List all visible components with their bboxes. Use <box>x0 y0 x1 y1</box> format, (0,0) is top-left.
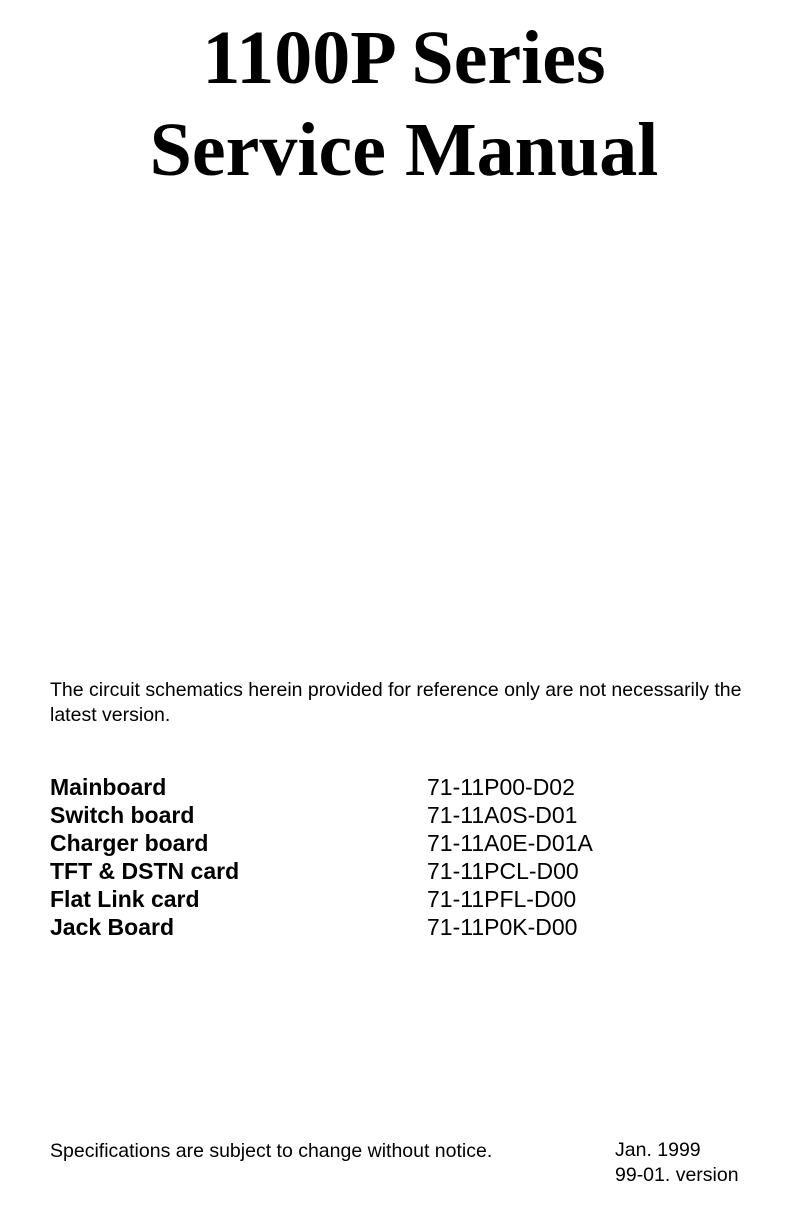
version-info <box>615 1138 739 1188</box>
board-list <box>50 773 770 941</box>
specifications-notice: Specifications are subject to change without notice. <box>50 1140 493 1162</box>
board-row-mainboard <box>50 773 770 801</box>
board-name: Jack Board <box>50 914 175 940</box>
board-name: Charger board <box>50 830 209 856</box>
board-name: Mainboard <box>50 774 167 800</box>
board-code: 71-11P00-D02 <box>427 774 575 800</box>
title-line-2: Service Manual <box>149 108 659 192</box>
board-row-flat-link-card <box>50 885 770 913</box>
board-row-tft-dstn-card <box>50 857 770 885</box>
board-row-charger-board <box>50 829 770 857</box>
board-name: TFT & DSTN card <box>50 858 240 884</box>
release-date: Jan. 1999 <box>615 1139 701 1161</box>
board-row-switch-board <box>50 801 770 829</box>
board-row-jack-board <box>50 913 770 941</box>
board-name: Flat Link card <box>50 886 200 912</box>
version-label: 99-01. version <box>615 1164 739 1186</box>
schematics-note: The circuit schematics herein provided for reference only are not necessarily the latest version. <box>50 679 742 726</box>
board-code: 71-11A0S-D01 <box>427 802 578 828</box>
board-name: Switch board <box>50 802 195 828</box>
board-code: 71-11PFL-D00 <box>427 886 577 912</box>
board-code: 71-11A0E-D01A <box>427 830 593 856</box>
board-code: 71-11PCL-D00 <box>427 858 579 884</box>
board-code: 71-11P0K-D00 <box>427 914 578 940</box>
title-line-1: 1100P Series <box>202 16 606 100</box>
